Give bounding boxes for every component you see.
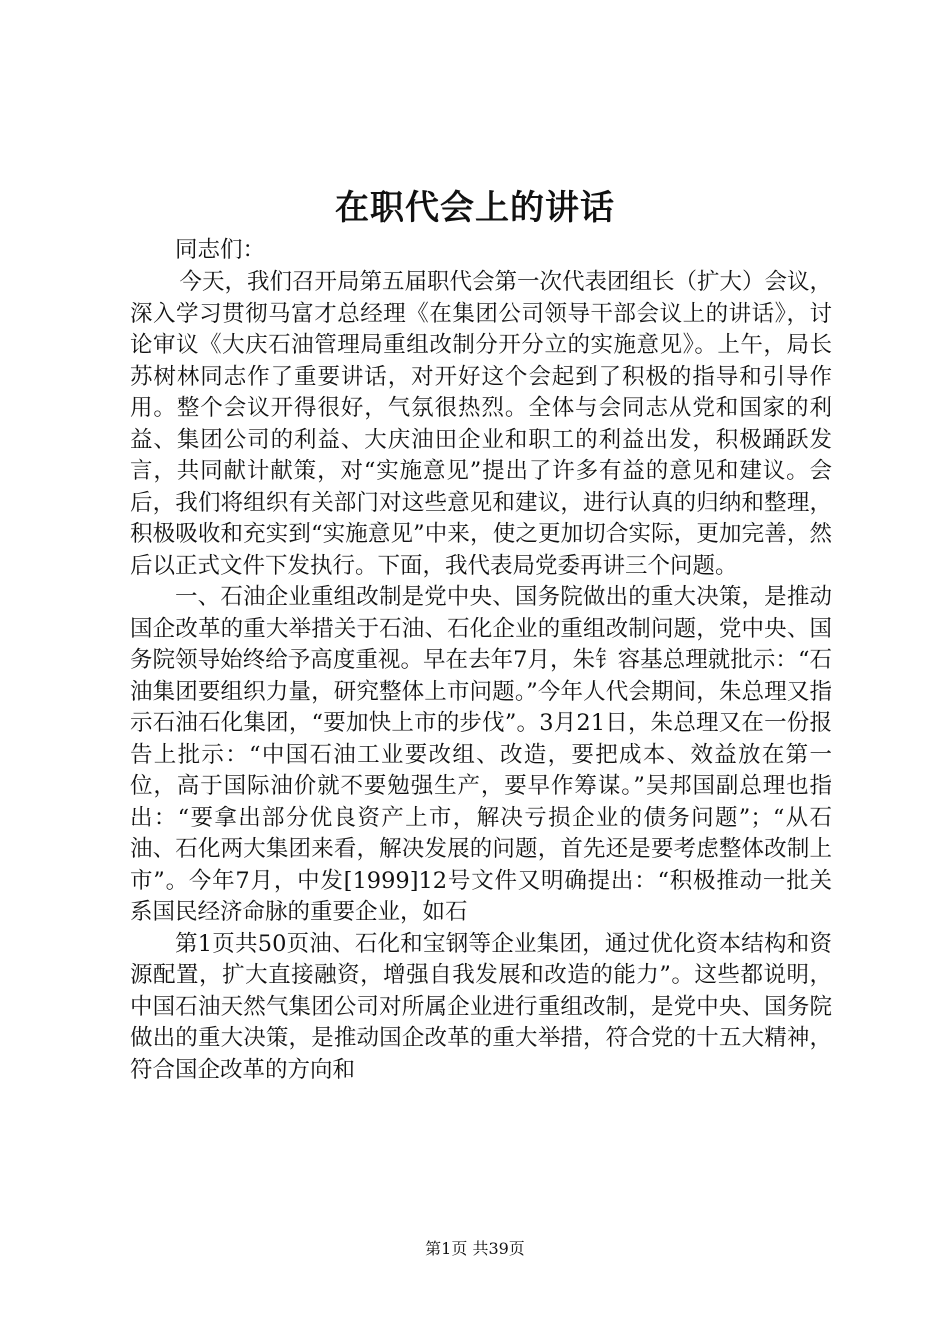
- paragraph-intro: 今天，我们召开局第五届职代会第一次代表团组长（扩大）会议，深入学习贯彻马富才总经理《在集团公司领导干部会议上的讲话》，讨论审议《大庆石油管理局重组改制分开分立的实施意见》。上午，局长苏树林同志作了重要讲话，对开好这个会起到了积极的指导和引导作用。整个会议开得很好，气氛很热烈。全体与会同志从党和国家的利益、集团公司的利益、大庆油田企业和职工的利益出发，积极踊跃发言，共同献计献策，对“实施意见”提出了许多有益的意见和建议。会后，我们将组织有关部门对这些意见和建议，进行认真的归纳和整理，积极吸收和充实到“实施意见”中来，使之更加切合实际，更加完善，然后以正式文件下发执行。下面，我代表局党委再讲三个问题。: [130, 269, 833, 579]
- document-body: [130, 267, 832, 1086]
- salutation: 同志们：: [175, 237, 266, 263]
- document-title: 在职代会上的讲话: [335, 188, 615, 228]
- page-footer: 第1页 共39页: [425, 1239, 525, 1258]
- paragraph-section-one: 一、石油企业重组改制是党中央、国务院做出的重大决策，是推动国企改革的重大举措关于石油、石化企业的重组改制问题，党中央、国务院领导始终给予高度重视。早在去年7月，朱钅容基总理就批示：“石油集团要组织力量，研究整体上市问题。”今年人代会期间，朱总理又指示石油石化集团，“要加快上市的步伐”。3月21日，朱总理又在一份报告上批示：“中国石油工业要改组、改造，要把成本、效益放在第一位，高于国际油价就不要勉强生产，要早作筹谋。”吴邦国副总理也指出：“要拿出部分优良资产上市，解决亏损企业的债务问题”；“从石油、石化两大集团来看，解决发展的问题，首先还是要考虑整体改制上市”。今年7月，中发[1999]12号文件又明确提出：“积极推动一批关系国民经济命脉的重要企业，如石: [130, 584, 832, 925]
- paragraph-continuation: 第1页共50页油、石化和宝钢等企业集团，通过优化资本结构和资源配置，扩大直接融资，增强自我发展和改造的能力”。这些都说明，中国石油天然气集团公司对所属企业进行重组改制，是党中央、国务院做出的重大决策，是推动国企改革的重大举措，符合党的十五大精神，符合国企改革的方向和: [130, 930, 832, 1083]
